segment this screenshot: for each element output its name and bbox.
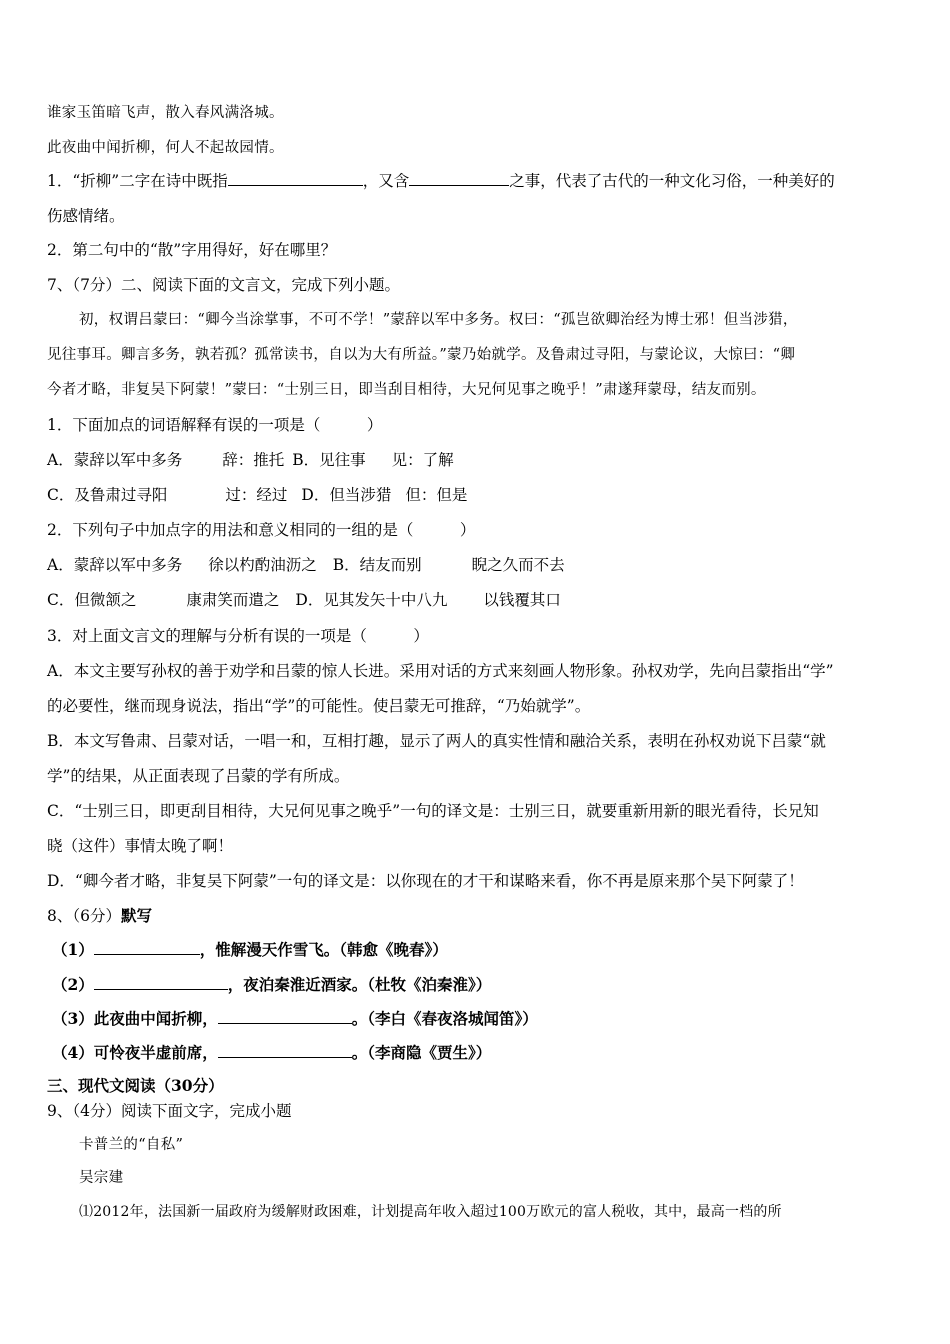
answer-blank[interactable] (94, 939, 200, 955)
recite-text: （4）可怜夜半虚前席， (52, 1043, 218, 1062)
poem-q1-part-b: ，又含 (362, 172, 410, 190)
q7-sub3-option-a-line-2: 的必要性，继而现身说法，指出“学”的可能性。使吕蒙无可推辞，“乃始就学”。 (47, 697, 591, 715)
answer-blank[interactable] (409, 170, 509, 186)
article-author: 吴宗建 (79, 1170, 124, 1186)
recite-source: 。（李白《春夜洛城闻笛》） (351, 1009, 538, 1028)
answer-blank[interactable] (218, 1042, 352, 1058)
q8-number: 8、（6分） (47, 907, 121, 925)
poem-line-3: 谁家玉笛暗飞声，散入春风满洛城。 (47, 105, 284, 121)
option-d-compare: 以钱覆其口 (483, 591, 561, 609)
recite-text: （3）此夜曲中闻折柳， (52, 1009, 218, 1028)
option-a-gloss: 辞：推托 (222, 451, 285, 469)
option-b-gloss: 见：了解 (391, 451, 454, 469)
option-b-text: B．结友而别 (332, 556, 422, 574)
q7-sub3-option-c-line-2: 晓（这件）事情太晚了啊！ (47, 837, 234, 855)
q7-sub3-option-d-line-1: D．“卿今者才略，非复吴下阿蒙”一句的译文是：以你现在的才干和谋略来看，你不再是原来那个吴下阿蒙了！ (47, 872, 804, 890)
article-title: 卡普兰的“自私” (79, 1137, 184, 1153)
q7-sub1-stem: 1．下面加点的词语解释有误的一项是（ ） (47, 416, 383, 434)
poem-question-1 (47, 170, 835, 191)
q7-sub1-option-row-1 (47, 450, 454, 470)
q7-sub2-option-row-2 (47, 590, 561, 610)
q9-header: 9、（4分）阅读下面文字，完成小题 (47, 1102, 292, 1120)
recite-number: （1） (52, 940, 94, 959)
q7-passage-line-2: 见往事耳。卿言多务，孰若孤？孤常读书，自以为大有所益。”蒙乃始就学。及鲁肃过寻阳，与蒙论议，大惊曰：“卿 (47, 347, 796, 363)
option-c-compare: 康肃笑而遣之 (186, 591, 280, 609)
q7-sub3-option-a-line-1: A．本文主要写孙权的善于劝学和吕蒙的惊人长进。采用对话的方式来刻画人物形象。孙权劝学，先向吕蒙指出“学” (47, 662, 834, 680)
q7-passage-line-1: 初，权谓吕蒙曰：“卿今当涂掌事，不可不学！”蒙辞以军中多务。权曰：“孤岂欲卿治经为博士邪！但当涉猎， (79, 312, 798, 328)
recite-number: （2） (52, 975, 94, 994)
poem-q1-part-c: 之事，代表了古代的一种文化习俗，一种美好的 (509, 172, 835, 190)
article-paragraph-1: ⑴2012年，法国新一届政府为缓解财政困难，计划提高年收入超过100万欧元的富人税收，其中，最高一档的所 (79, 1204, 782, 1220)
option-c-text: C．及鲁肃过寻阳 (47, 486, 168, 504)
q8-recite-3 (52, 1008, 538, 1029)
answer-blank[interactable] (218, 1008, 352, 1024)
q7-sub3-stem: 3．对上面文言文的理解与分析有误的一项是（ ） (47, 627, 429, 645)
option-b-text: B．见往事 (292, 451, 366, 469)
option-a-text: A．蒙辞以军中多务 (47, 451, 183, 469)
recite-text: ，惟解漫天作雪飞。（韩愈《晚春》） (199, 940, 448, 959)
q8-header (47, 906, 152, 926)
option-a-text: A．蒙辞以军中多务 (47, 556, 183, 574)
option-c-text: C．但微颔之 (47, 591, 137, 609)
option-d-gloss: 但：但是 (405, 486, 468, 504)
answer-blank[interactable] (94, 974, 228, 990)
q7-sub3-option-c-line-1: C．“士别三日，即更刮目相待，大兄何见事之晚乎”一句的译文是：士别三日，就要重新用新的眼光看待，长兄知 (47, 802, 819, 820)
option-a-compare: 徐以杓酌油沥之 (208, 556, 317, 574)
q7-sub3-option-b-line-2: 学”的结果，从正面表现了吕蒙的学有所成。 (47, 767, 350, 785)
q8-recite-2 (52, 974, 491, 995)
section-3-title: 三、现代文阅读（30分） (47, 1076, 224, 1095)
q8-recite-1 (52, 939, 448, 960)
q7-sub3-option-b-line-1: B．本文写鲁肃、吕蒙对话，一唱一和，互相打趣，显示了两人的真实性情和融洽关系，表明在孙权劝说下吕蒙“就 (47, 732, 826, 750)
poem-q1-part-a: 1．“折柳”二字在诗中既指 (47, 172, 228, 190)
option-d-text: D．但当涉猎 (301, 486, 392, 504)
option-b-compare: 睨之久而不去 (471, 556, 565, 574)
q7-header: 7、（7分）二、阅读下面的文言文，完成下列小题。 (47, 276, 400, 294)
option-c-gloss: 过：经过 (225, 486, 288, 504)
q7-sub1-option-row-2 (47, 485, 467, 505)
recite-source: 。（李商隐《贾生》） (351, 1043, 492, 1062)
recite-text: ，夜泊秦淮近酒家。（杜牧《泊秦淮》） (227, 975, 492, 994)
q7-passage-line-3: 今者才略，非复吴下阿蒙！”蒙曰：“士别三日，即当刮目相待，大兄何见事之晚乎！”肃遂拜蒙母，结友而别。 (47, 382, 766, 398)
option-d-text: D．见其发矢十中八九 (295, 591, 448, 609)
q8-recite-4 (52, 1042, 491, 1063)
poem-line-4: 此夜曲中闻折柳，何人不起故园情。 (47, 140, 284, 156)
q8-type: 默写 (120, 906, 152, 925)
answer-blank[interactable] (228, 170, 363, 186)
q7-sub2-stem: 2．下列句子中加点字的用法和意义相同的一组的是（ ） (47, 521, 476, 539)
poem-question-2: 2．第二句中的“散”字用得好，好在哪里？ (47, 241, 337, 259)
q7-sub2-option-row-1 (47, 555, 565, 575)
poem-question-1-cont: 伤感情绪。 (47, 207, 125, 225)
